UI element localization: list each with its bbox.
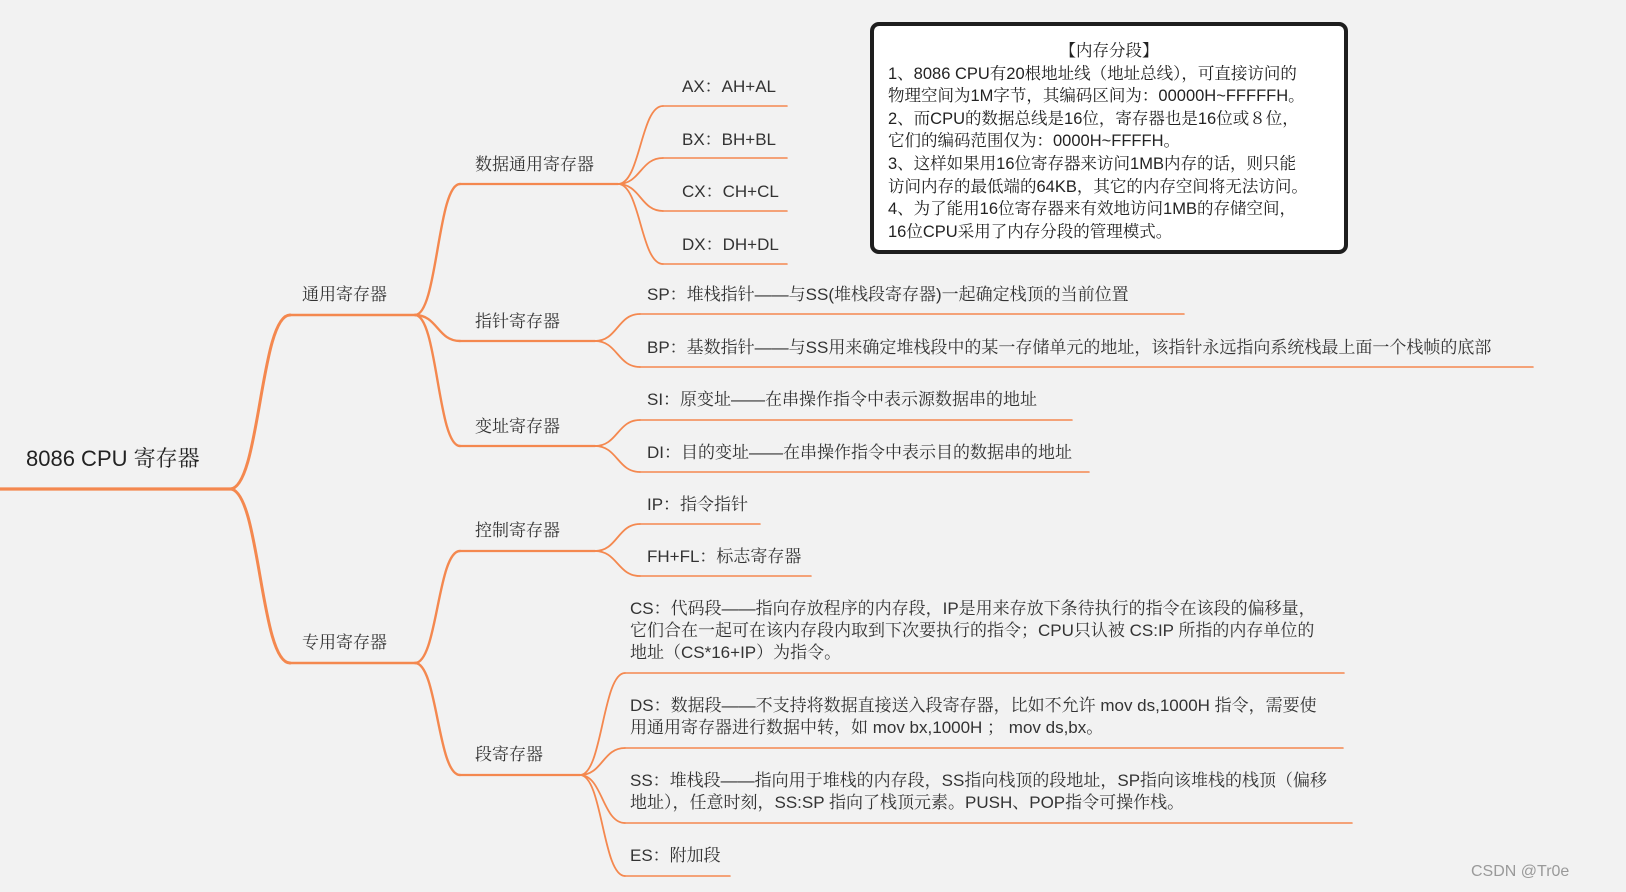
note-title: 【内存分段】 — [1059, 42, 1159, 60]
leaf-branch-7 — [595, 446, 640, 472]
watermark: CSDN @Tr0e — [1471, 863, 1570, 880]
leaf-branch-12 — [580, 775, 625, 823]
node-special-registers[interactable]: 专用寄存器 — [302, 633, 387, 652]
branch-root-general — [230, 315, 290, 489]
leaf-branch-5 — [595, 341, 640, 367]
leaf-bp[interactable]: BP：基数指针——与SS用来确定堆栈段中的某一存储单元的地址，该指针永远指向系统栈最上面一个栈帧的底部 — [647, 338, 1492, 357]
leaf-branch-2 — [618, 184, 663, 211]
node-control-registers[interactable]: 控制寄存器 — [475, 521, 560, 540]
branch-control — [415, 551, 460, 663]
node-general-registers[interactable]: 通用寄存器 — [302, 285, 387, 304]
leaf-di[interactable]: DI：目的变址——在串操作指令中表示目的数据串的地址 — [647, 443, 1072, 462]
leaf-flags[interactable]: FH+FL：标志寄存器 — [647, 547, 802, 566]
leaf-branch-13 — [580, 775, 625, 876]
leaf-si[interactable]: SI：原变址——在串操作指令中表示源数据串的地址 — [647, 390, 1038, 409]
leaf-branch-6 — [595, 420, 640, 446]
branch-segment — [415, 663, 460, 775]
leaf-ip[interactable]: IP：指令指针 — [647, 495, 749, 514]
leaf-branch-10 — [580, 673, 625, 775]
note-body: 1、8086 CPU有20根地址线（地址总线），可直接访问的 物理空间为1M字节，其编码区间为：00000H~FFFFFH。 2、而CPU的数据总线是16位，寄存器也是16位或８位， 它们的编码范围仅为：0000H~FFFFH。 3、这样如果用16位寄存器来访问1MB内存的话，则只能 访问内存的最低端的64KB，其它的内存空间将无法访问。 4、为了能用16位寄存器来有效地访问1MB的存储空间， 16位CPU采用了内存分段的管理模式。 — [888, 64, 1308, 241]
leaf-ss[interactable]: SS：堆栈段——指向用于堆栈的内存段，SS指向栈顶的段地址，SP指向该堆栈的栈顶（偏移 地址），任意时刻，SS:SP 指向了栈顶元素。PUSH、POP指令可操作栈。 — [630, 771, 1328, 812]
branch-index — [415, 315, 460, 446]
node-data-registers[interactable]: 数据通用寄存器 — [475, 155, 594, 174]
leaf-es[interactable]: ES：附加段 — [630, 846, 721, 865]
leaf-branch-4 — [595, 314, 640, 341]
leaf-ax[interactable]: AX：AH+AL — [682, 77, 777, 96]
leaf-branch-3 — [618, 184, 663, 264]
node-index-registers[interactable]: 变址寄存器 — [475, 417, 560, 436]
branch-root-special — [230, 489, 290, 663]
leaf-bx[interactable]: BX：BH+BL — [682, 130, 777, 149]
memory-segmentation-note[interactable] — [870, 22, 1348, 254]
root-node[interactable]: 8086 CPU 寄存器 — [26, 446, 200, 471]
branch-data — [415, 184, 460, 315]
leaf-cs[interactable]: CS：代码段——指向存放程序的内存段，IP是用来存放下条待执行的指令在该段的偏移量， 它们合在一起可在该内存段内取到下次要执行的指令；CPU只认被 CS:IP 所指的内存单位的 地址（CS*16+IP）为指令。 — [630, 599, 1316, 662]
leaf-sp[interactable]: SP：堆栈指针——与SS(堆栈段寄存器)一起确定栈顶的当前位置 — [647, 285, 1129, 304]
leaf-dx[interactable]: DX：DH+DL — [682, 235, 779, 254]
leaf-cx[interactable]: CX：CH+CL — [682, 182, 779, 201]
node-pointer-registers[interactable]: 指针寄存器 — [475, 312, 560, 331]
node-segment-registers[interactable]: 段寄存器 — [475, 745, 543, 764]
leaf-branch-8 — [595, 524, 640, 551]
leaf-ds[interactable]: DS：数据段——不支持将数据直接送入段寄存器，比如不允许 mov ds,1000H 指令，需要使 用通用寄存器进行数据中转，如 mov bx,1000H ； mov ds,bx。 — [630, 696, 1317, 737]
leaf-branch-9 — [595, 551, 640, 576]
